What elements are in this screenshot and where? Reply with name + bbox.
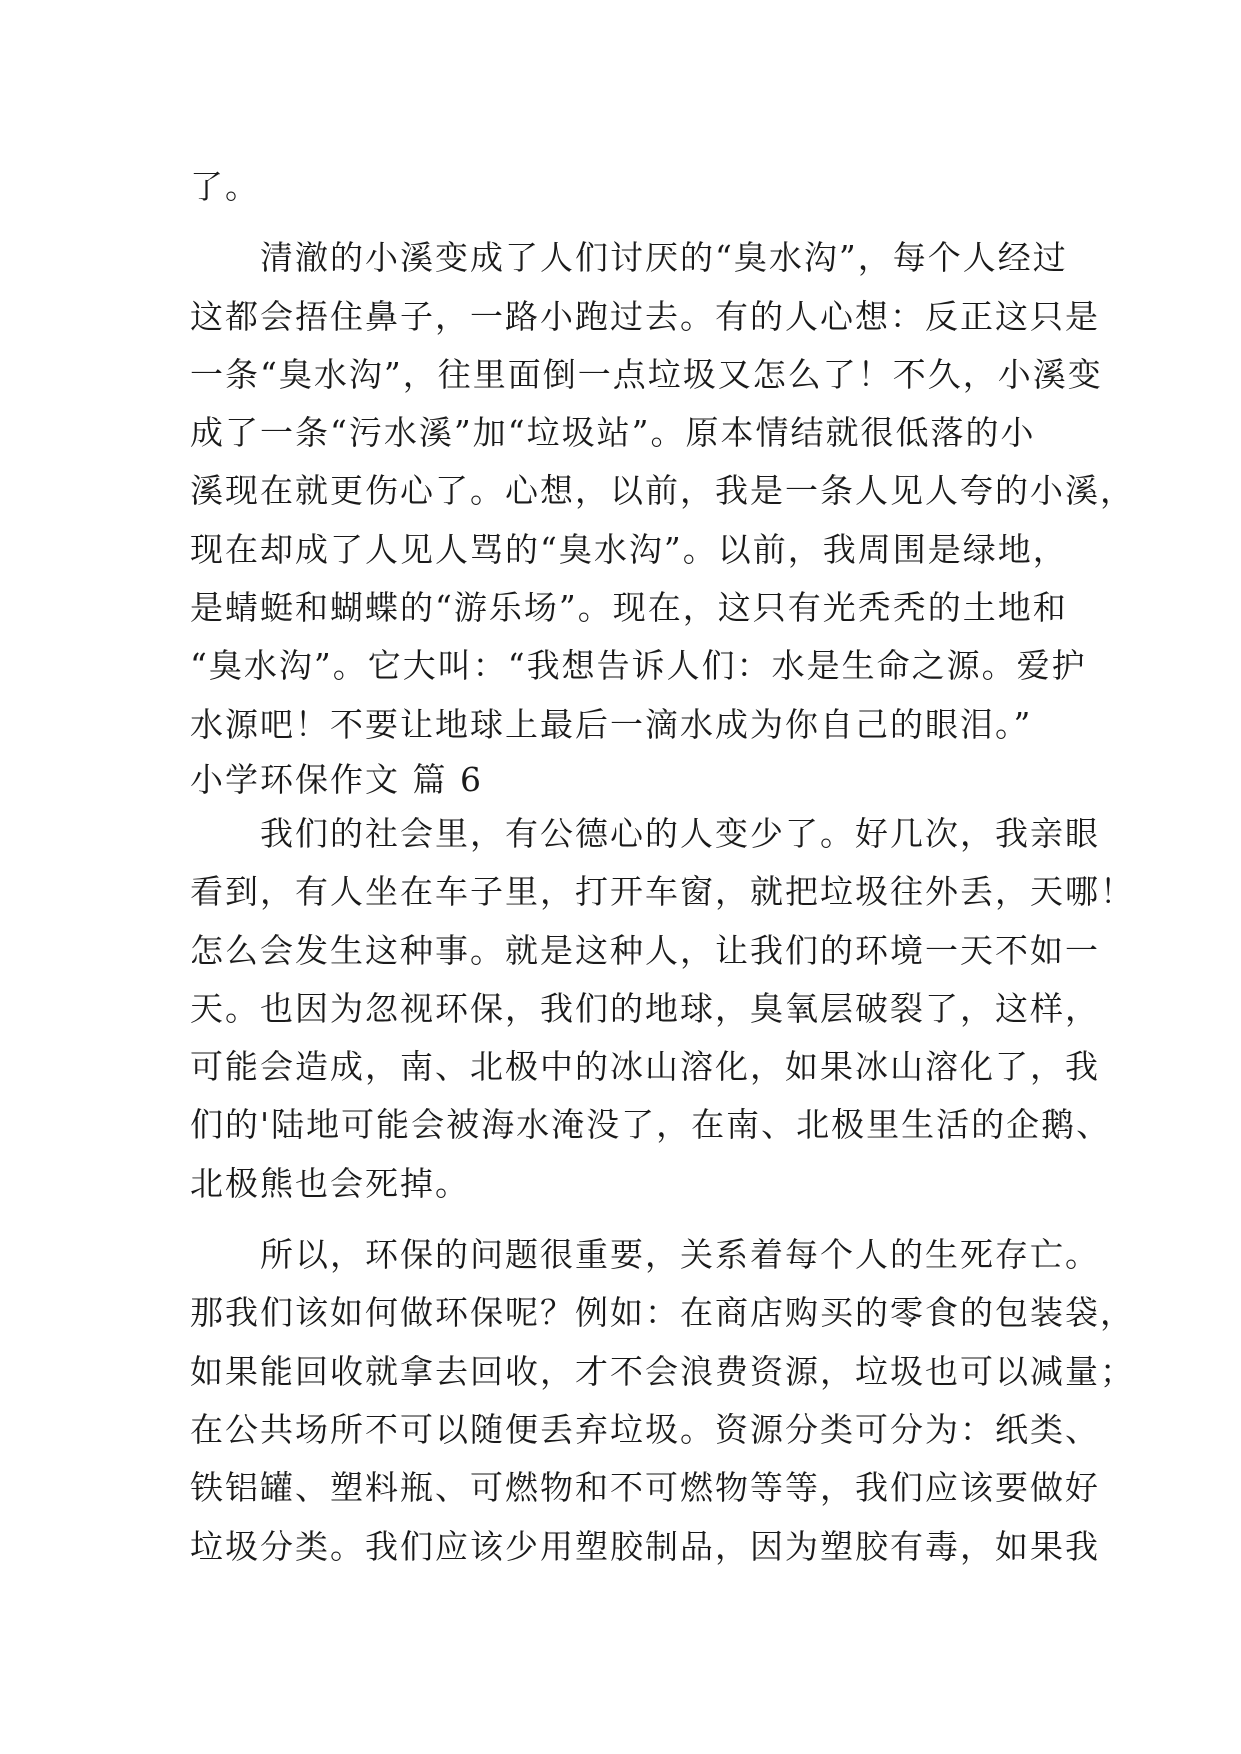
text-line: 如果能回收就拿去回收，才不会浪费资源，垃圾也可以减量；: [190, 1351, 1135, 1391]
text-line: 我们的社会里，有公德心的人变少了。好几次，我亲眼: [260, 813, 1100, 853]
text-line: 成了一条“污水溪”加“垃圾站”。原本情结就很低落的小: [190, 413, 1036, 453]
text-line: 现在却成了人见人骂的“臭水沟”。以前，我周围是绿地，: [190, 529, 1068, 569]
text-line: 天。也因为忽视环保，我们的地球，臭氧层破裂了，这样，: [190, 988, 1100, 1028]
text-line: 看到，有人坐在车子里，打开车窗，就把垃圾往外丢，天哪！: [190, 872, 1135, 912]
document-body: [190, 158, 1135, 1576]
text-line: 清澈的小溪变成了人们讨厌的“臭水沟”，每个人经过: [260, 238, 1068, 278]
text-line: 所以，环保的问题很重要，关系着每个人的生死存亡。: [260, 1235, 1100, 1275]
paragraph-polluted-stream: [190, 229, 1135, 754]
section-heading: 小学环保作文 篇 6: [190, 759, 483, 799]
text-line: 铁铝罐、塑料瓶、可燃物和不可燃物等等，我们应该要做好: [190, 1468, 1100, 1508]
text-line: 是蜻蜓和蝴蝶的“游乐场”。现在，这只有光秃秃的土地和: [190, 588, 1068, 628]
text-line: 一条“臭水沟”，往里面倒一点垃圾又怎么了！不久，小溪变: [190, 354, 1103, 394]
text-line: 在公共场所不可以随便丢弃垃圾。资源分类可分为：纸类、: [190, 1409, 1100, 1449]
text-line: 水源吧！不要让地球上最后一滴水成为你自己的眼泪。”: [190, 704, 1033, 744]
paragraph-public-morality: [190, 805, 1135, 1213]
text-line: 这都会捂住鼻子，一路小跑过去。有的人心想：反正这只是: [190, 296, 1100, 336]
text-line: 怎么会发生这种事。就是这种人，让我们的环境一天不如一: [190, 930, 1100, 970]
text-line: “臭水沟”。它大叫：“我想告诉人们：水是生命之源。爱护: [190, 646, 1087, 686]
paragraph-how-to-protect: [190, 1226, 1135, 1576]
text-line: 溪现在就更伤心了。心想，以前，我是一条人见人夸的小溪，: [190, 471, 1135, 511]
text-line: 垃圾分类。我们应该少用塑胶制品，因为塑胶有毒，如果我: [190, 1526, 1100, 1566]
text-line: 可能会造成，南、北极中的冰山溶化，如果冰山溶化了，我: [190, 1047, 1100, 1087]
text-line: 们的'陆地可能会被海水淹没了，在南、北极里生活的企鹅、: [190, 1105, 1112, 1145]
text-line: 北极熊也会死掉。: [190, 1163, 470, 1203]
text-line: 那我们该如何做环保呢？例如：在商店购买的零食的包装袋，: [190, 1293, 1135, 1333]
text-line: 了。: [190, 167, 260, 206]
